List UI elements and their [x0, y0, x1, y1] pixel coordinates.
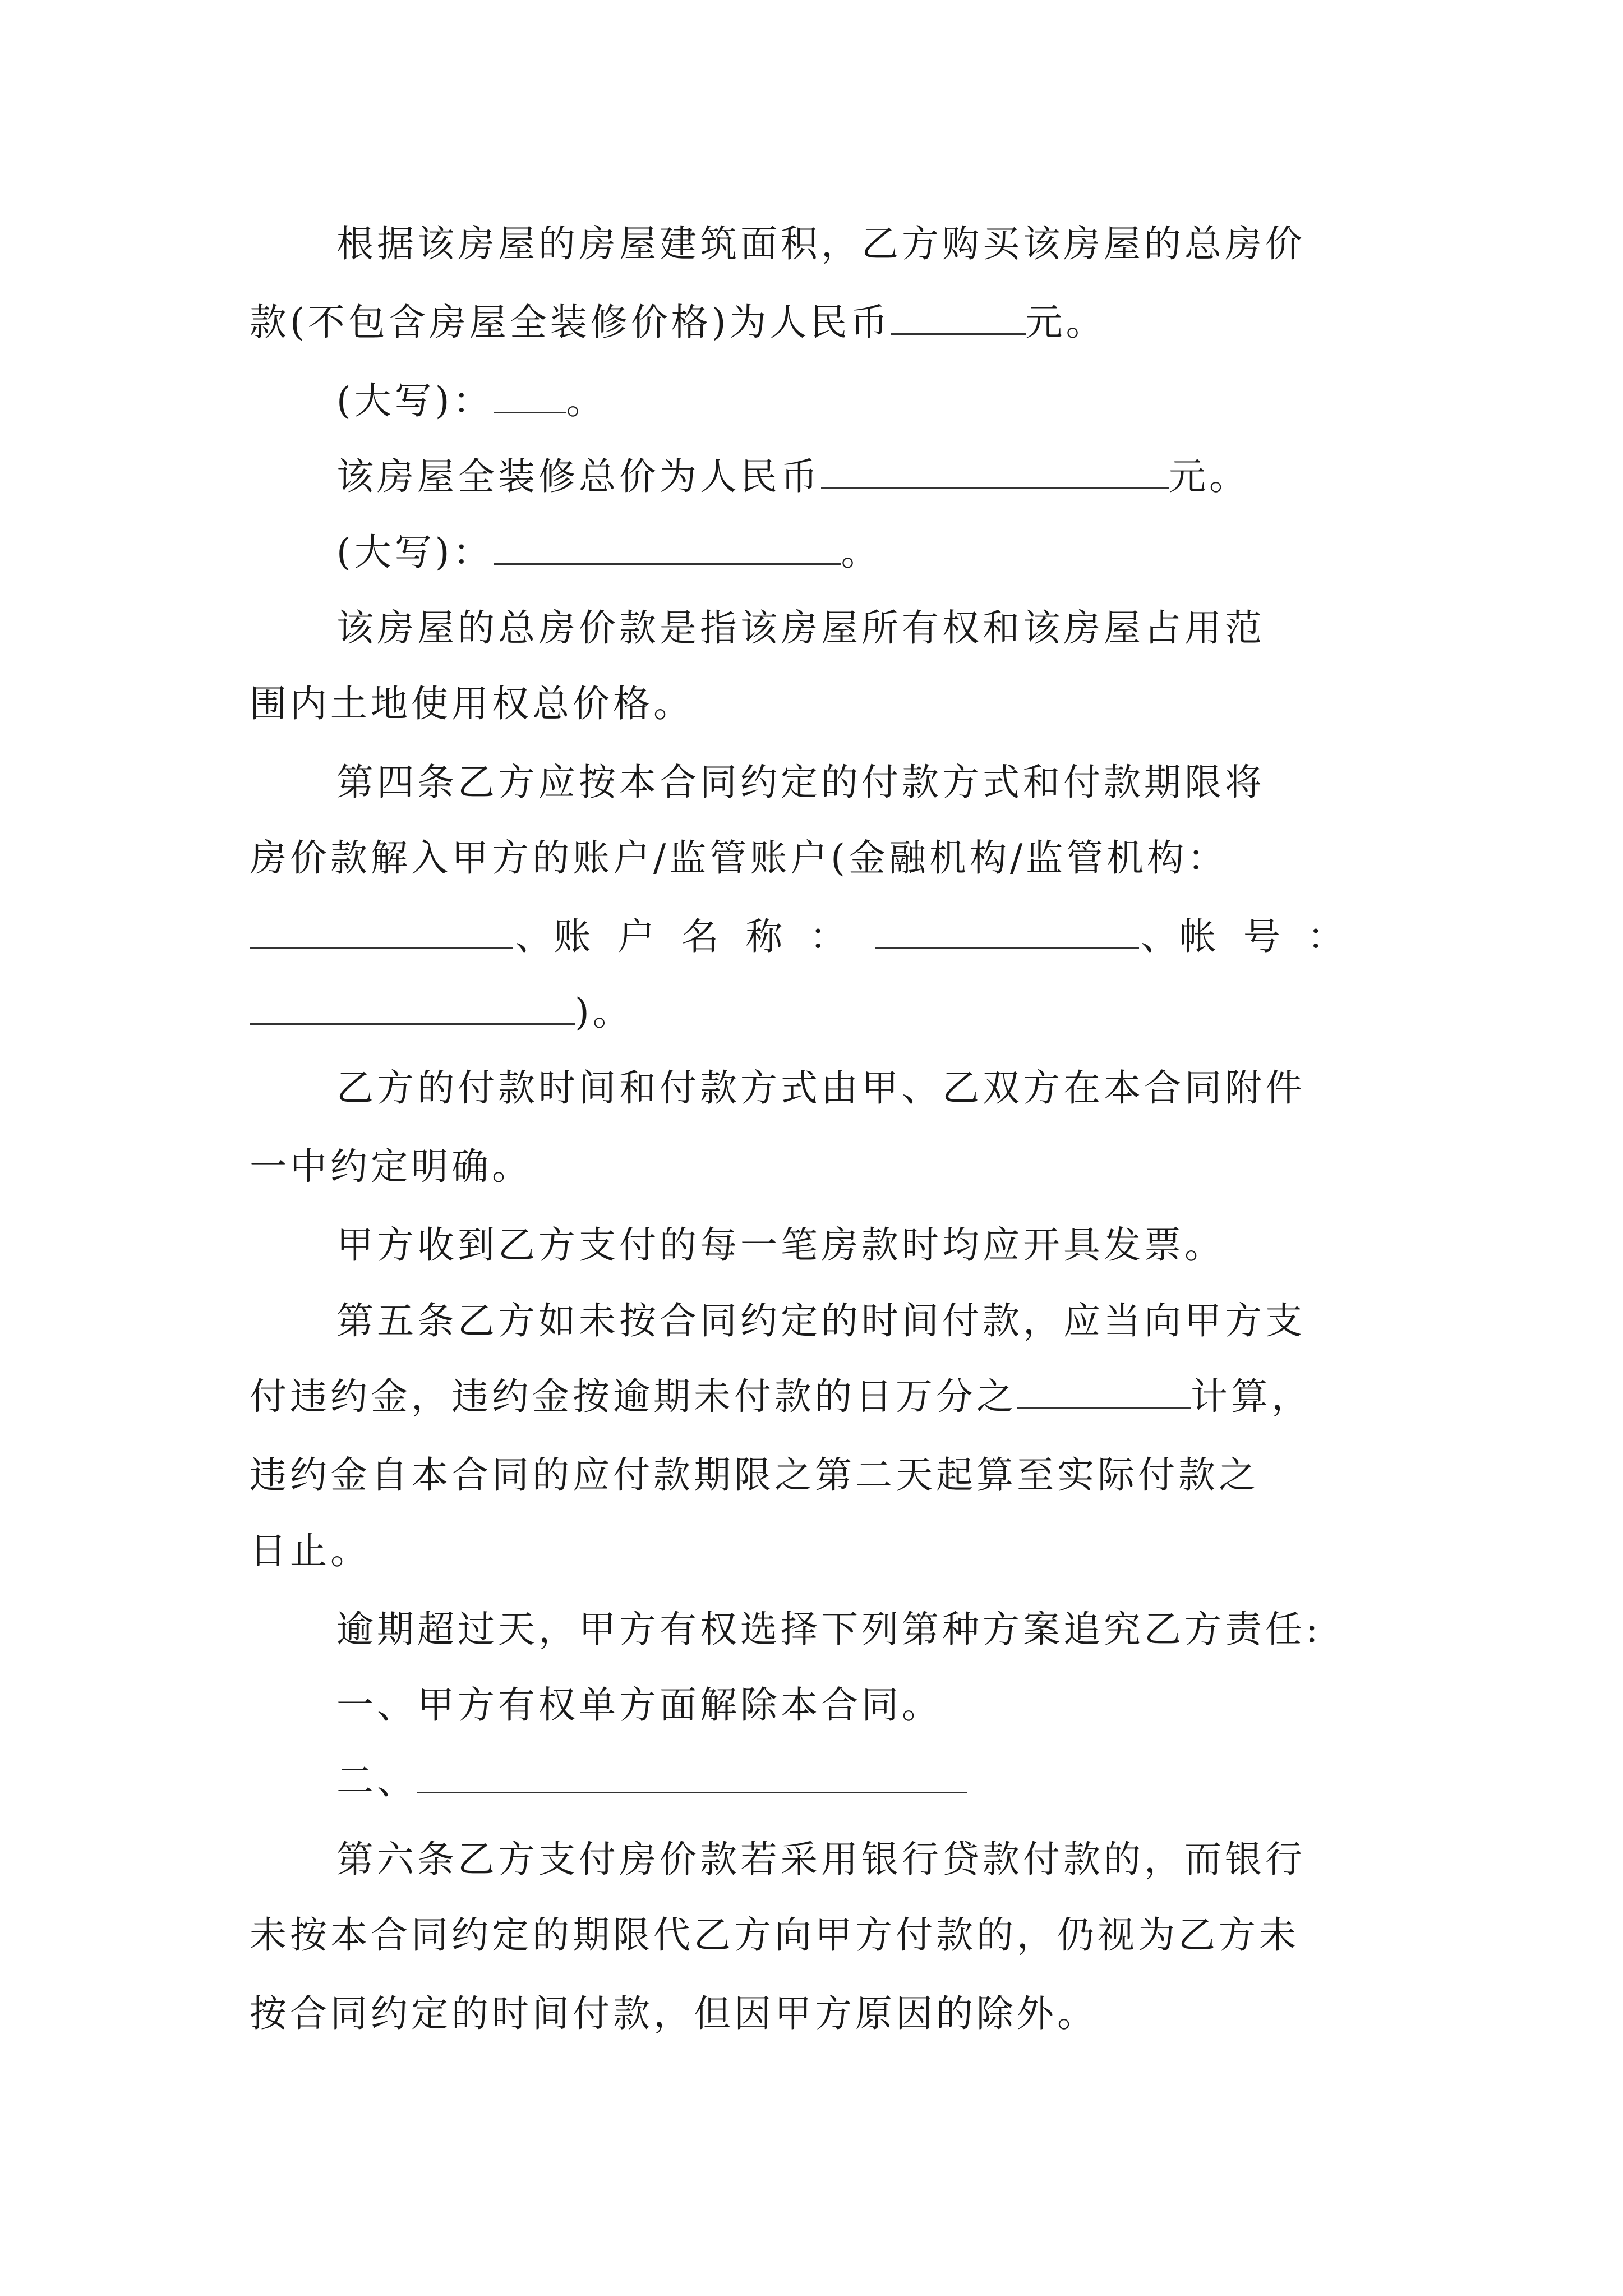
- fill-blank-capital-amount: [494, 379, 566, 413]
- separator: 、: [1140, 915, 1178, 958]
- paragraph-line: [336, 1683, 942, 1728]
- paragraph-line: [336, 530, 882, 575]
- fill-blank-account-number: [250, 991, 575, 1025]
- fill-blank-account-name: [875, 914, 1139, 949]
- fill-blank-option-two: [417, 1759, 967, 1793]
- text: 围内土地使用权总价格。: [250, 682, 694, 725]
- paragraph-line: [336, 1223, 1225, 1268]
- text: 未按本合同约定的期限代乙方向甲方付款的，仍视为乙方未: [250, 1913, 1299, 1957]
- text: 。: [566, 379, 607, 422]
- paragraph-line: [336, 454, 1249, 499]
- text: 。: [841, 531, 882, 574]
- fill-blank-penalty-rate: [1017, 1375, 1191, 1409]
- label-account-name: 账户名称：: [554, 915, 874, 958]
- paragraph-line: [250, 300, 1106, 345]
- paragraph-line: [250, 1453, 1259, 1498]
- fill-blank-total-price: [891, 301, 1026, 335]
- text: 二、: [336, 1759, 417, 1802]
- paragraph-line: [250, 1913, 1299, 1958]
- separator: 、: [515, 915, 552, 958]
- fill-blank-decoration-capital: [494, 531, 841, 565]
- text: 违约金自本合同的应付款期限之第二天起算至实际付款之: [250, 1453, 1259, 1497]
- text: 一、甲方有权单方面解除本合同。: [336, 1683, 942, 1727]
- text: 房价款解入甲方的账户/监管账户(金融机构/监管机构：: [250, 836, 1228, 880]
- paragraph-line: [250, 1374, 1312, 1419]
- paragraph-line: [250, 836, 1228, 881]
- text: 计算，: [1191, 1375, 1312, 1418]
- text: 甲方收到乙方支付的每一笔房款时均应开具发票。: [336, 1223, 1225, 1267]
- paragraph-line: [336, 222, 1306, 266]
- paragraph-line: [336, 606, 1265, 651]
- text: (大写)：: [336, 379, 494, 422]
- text: 按合同约定的时间付款，但因甲方原因的除外。: [250, 1992, 1098, 2035]
- paragraph-line: [250, 1144, 532, 1189]
- text: 该房屋的总房价款是指该房屋所有权和该房屋占用范: [336, 606, 1265, 650]
- text: 元。: [1025, 301, 1106, 344]
- text: 乙方的付款时间和付款方式由甲、乙双方在本合同附件: [336, 1066, 1306, 1110]
- text: 第五条乙方如未按合同约定的时间付款，应当向甲方支: [336, 1299, 1306, 1342]
- paragraph-line: [336, 1607, 1321, 1652]
- text: )。: [575, 991, 633, 1034]
- text: 一中约定明确。: [250, 1145, 532, 1188]
- text: 第四条乙方应按本合同约定的付款方式和付款期限将: [336, 761, 1265, 804]
- text: 第六条乙方支付房价款若采用银行贷款付款的，而银行: [336, 1838, 1306, 1881]
- paragraph-line: [250, 1529, 371, 1573]
- fill-blank-institution: [250, 914, 513, 949]
- paragraph-line: [250, 990, 633, 1035]
- text: 元。: [1169, 455, 1249, 498]
- paragraph-line: [336, 1837, 1306, 1882]
- text: 付违约金，违约金按逾期未付款的日万分之: [250, 1375, 1017, 1418]
- paragraph-line: [250, 682, 694, 726]
- text: 日止。: [250, 1529, 371, 1572]
- label-account-number: 帐号：: [1179, 915, 1371, 958]
- paragraph-line: [336, 1299, 1306, 1343]
- paragraph-line: [336, 760, 1265, 805]
- paragraph-line: [250, 1991, 1098, 2036]
- paragraph-line-justified: [250, 914, 1371, 959]
- fill-blank-decoration-price: [821, 455, 1169, 489]
- text: (大写)：: [336, 531, 494, 574]
- paragraph-line: [336, 379, 607, 424]
- paragraph-line: [336, 1759, 967, 1803]
- text: 逾期超过天，甲方有权选择下列第种方案追究乙方责任:: [336, 1608, 1322, 1651]
- text: 根据该房屋的房屋建筑面积，乙方购买该房屋的总房价: [336, 222, 1306, 265]
- text: 款(不包含房屋全装修价格)为人民币: [250, 301, 891, 344]
- text: 该房屋全装修总价为人民币: [336, 455, 821, 498]
- paragraph-line: [336, 1066, 1306, 1111]
